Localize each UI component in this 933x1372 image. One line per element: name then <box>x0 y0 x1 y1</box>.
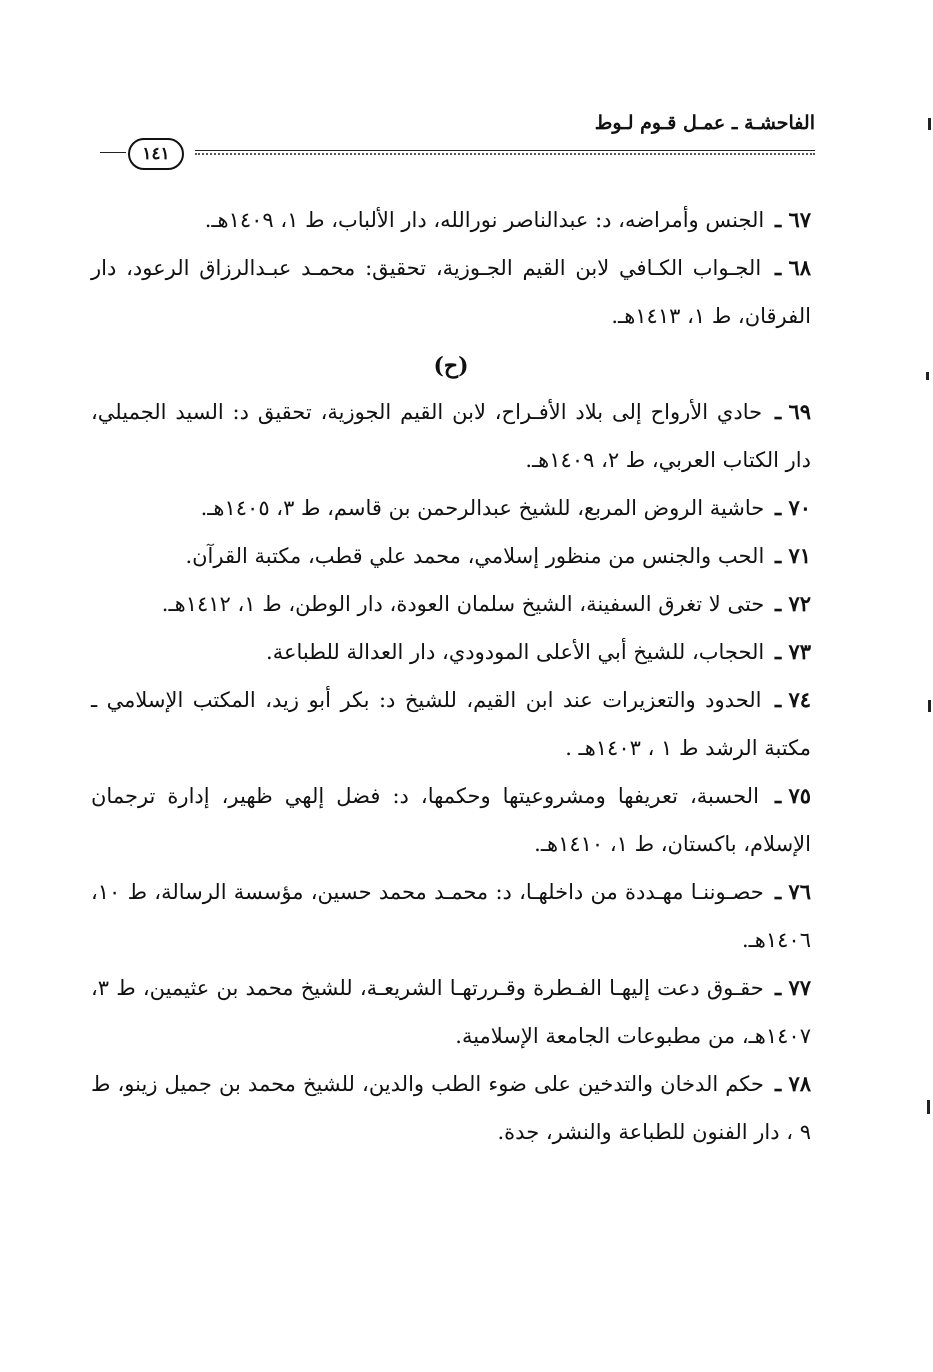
entry-text: الحسبة، تعريفها ومشروعيتها وحكمها، د: فضل إلهي ظهير، إدارة ترجمان الإسلام، باكستان، ط ١، ١٤١٠هـ. <box>91 784 811 856</box>
bibliography-entry-73 <box>91 628 811 676</box>
entry-text: حصـوننـا مهـددة من داخلهـا، د: محمـد محمد حسين، مؤسسة الرسالة، ط ١٠، ١٤٠٦هـ. <box>91 880 811 952</box>
header-rule-left <box>100 152 126 153</box>
entry-text: الحب والجنس من منظور إسلامي، محمد علي قطب، مكتبة القرآن. <box>185 544 765 568</box>
entry-number: ٧٤ ـ <box>774 687 811 712</box>
entry-number: ٧٧ ـ <box>774 975 811 1000</box>
section-heading: (ح) <box>433 353 469 379</box>
header-rule-dotted <box>195 153 815 155</box>
bibliography-entry-67 <box>91 196 811 244</box>
bibliography-entry-70 <box>91 484 811 532</box>
entry-text: حتى لا تغرق السفينة، الشيخ سلمان العودة، دار الوطن، ط ١، ١٤١٢هـ. <box>161 592 765 616</box>
bibliography-entry-68 <box>91 244 811 340</box>
entry-number: ٧٨ ـ <box>774 1071 811 1096</box>
entry-text: الجنس وأمراضه، د: عبدالناصر نورالله، دار الألباب، ط ١، ١٤٠٩هـ. <box>204 208 765 232</box>
entry-text: حاشية الروض المربع، للشيخ عبدالرحمن بن قاسم، ط ٣، ١٤٠٥هـ. <box>200 496 765 520</box>
entry-number: ٦٨ ـ <box>774 255 811 280</box>
entry-text: حادي الأرواح إلى بلاد الأفـراح، لابن القيم الجوزية، تحقيق د: السيد الجميلي، دار الكتاب العربي، ط ٢، ١٤٠٩هـ. <box>91 400 811 472</box>
entry-number: ٦٧ ـ <box>774 207 811 232</box>
entry-number: ٧١ ـ <box>774 543 811 568</box>
running-title: الفاحشـة ـ عمـل قـوم لـوط <box>594 112 815 134</box>
entry-number: ٦٩ ـ <box>774 399 812 424</box>
entry-text: حقـوق دعت إليهـا الفـطرة وقـررتهـا الشريعـة، للشيخ محمد بن عثيمين، ط ٣، ١٤٠٧هـ، من مطبوعات الجامعة الإسلامية. <box>91 976 811 1048</box>
bibliography-entry-72 <box>91 580 811 628</box>
entry-text: حكم الدخان والتدخين على ضوء الطب والدين، للشيخ محمد بن جميل زينو، ط ٩ ، دار الفنون للطباعة والنشر، جدة. <box>91 1072 811 1144</box>
bibliography-entry-78 <box>91 1060 811 1156</box>
entry-text: الجـواب الكـافي لابن القيم الجـوزية، تحقيق: محمـد عبـدالرزاق الرعود، دار الفرقان، ط ١، ١٤١٣هـ. <box>91 256 811 328</box>
entry-text: الحدود والتعزيرات عند ابن القيم، للشيخ د: بكر أبو زيد، المكتب الإسلامي ـ مكتبة الرشد ط ١ ، ١٤٠٣هـ . <box>91 688 811 760</box>
page-number: ١٤١ <box>128 138 184 170</box>
entry-number: ٧٣ ـ <box>774 639 811 664</box>
entry-number: ٧٠ ـ <box>774 495 811 520</box>
bibliography-entry-75 <box>91 772 811 868</box>
bibliography-entry-77 <box>91 964 811 1060</box>
scan-speck <box>928 700 931 712</box>
bibliography-entry-74 <box>91 676 811 772</box>
bibliography-entry-69 <box>91 388 811 484</box>
scan-speck <box>927 1100 930 1114</box>
header-rule <box>195 150 815 151</box>
entry-number: ٧٦ ـ <box>774 879 811 904</box>
scan-speck <box>928 118 931 130</box>
entry-text: الحجاب، للشيخ أبي الأعلى المودودي، دار العدالة للطباعة. <box>266 640 765 664</box>
scan-speck <box>926 372 929 380</box>
bibliography-entry-71 <box>91 532 811 580</box>
entry-number: ٧٢ ـ <box>774 591 811 616</box>
bibliography-list <box>91 196 811 1156</box>
entry-number: ٧٥ ـ <box>774 783 812 808</box>
bibliography-entry-76 <box>91 868 811 964</box>
